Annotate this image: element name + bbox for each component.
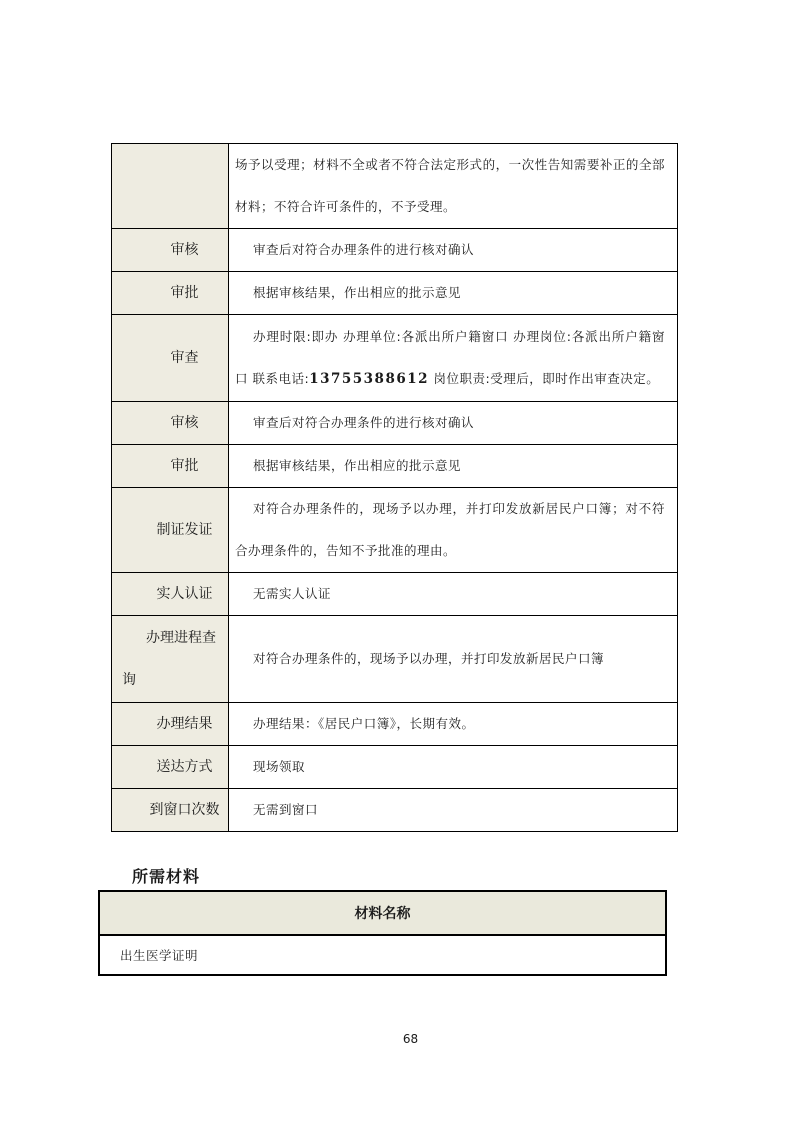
- table-row: [112, 746, 678, 789]
- step-label-cell: 审核: [112, 229, 229, 272]
- step-label-cell: [112, 144, 229, 229]
- material-name-cell: 出生医学证明: [99, 935, 666, 975]
- table-row: [112, 315, 678, 402]
- table-row: [112, 488, 678, 573]
- table-row: [112, 789, 678, 832]
- table-row: [99, 935, 666, 975]
- step-label-cell: [112, 616, 229, 703]
- table-row: [112, 144, 678, 229]
- table-row: [112, 402, 678, 445]
- step-content-cell: [229, 789, 678, 832]
- materials-section-heading: 所需材料: [132, 867, 201, 886]
- step-content-text: 对符合办理条件的，现场予以办理，并打印发放新居民户口簿；对不符合办理条件的，告知不予批准的理由。: [235, 501, 665, 558]
- step-label-cell: 审批: [112, 272, 229, 315]
- page-number: 68: [402, 1032, 419, 1046]
- step-label-cell: 办理结果: [112, 703, 229, 746]
- step-label-cell: 制证发证: [112, 488, 229, 573]
- table-row: [99, 891, 666, 935]
- materials-table: [98, 890, 667, 976]
- step-content-text: 场予以受理；材料不全或者不符合法定形式的，一次性告知需要补正的全部材料；不符合许可条件的，不予受理。: [235, 157, 665, 214]
- step-content-cell: [229, 703, 678, 746]
- step-content-text-pre: 办理时限:即办 办理单位:各派出所户籍窗口 办理岗位:各派出所户籍窗口 联系电话:: [235, 329, 665, 386]
- step-content-cell: [229, 402, 678, 445]
- table-row: [112, 616, 678, 703]
- step-content-text: 审查后对符合办理条件的进行核对确认: [253, 415, 475, 430]
- step-content-cell: [229, 315, 678, 402]
- step-content-text: 办理结果：《居民户口簿》，长期有效。: [253, 716, 475, 731]
- step-label-text: 办理进程查询: [122, 630, 216, 688]
- step-content-text: [235, 316, 665, 400]
- step-content-text-post: 岗位职责:受理后，即时作出审查决定。: [429, 371, 660, 386]
- table-row: [112, 229, 678, 272]
- table-row: [112, 445, 678, 488]
- materials-header-cell: 材料名称: [99, 891, 666, 935]
- step-content-cell: [229, 573, 678, 616]
- step-label-cell: 审核: [112, 402, 229, 445]
- step-label-cell: 到窗口次数: [112, 789, 229, 832]
- step-content-text: 无需实人认证: [253, 586, 332, 601]
- step-content-text: 对符合办理条件的，现场予以办理，并打印发放新居民户口簿: [253, 651, 605, 666]
- step-content-text: 根据审核结果，作出相应的批示意见: [253, 458, 462, 473]
- step-content-cell: [229, 445, 678, 488]
- step-content-cell: [229, 746, 678, 789]
- table-row: [112, 272, 678, 315]
- process-table: [111, 143, 678, 832]
- step-label-cell: 审查: [112, 315, 229, 402]
- step-content-text: 根据审核结果，作出相应的批示意见: [253, 285, 462, 300]
- step-content-text: 现场领取: [253, 759, 306, 774]
- step-content-cell: [229, 272, 678, 315]
- step-label-cell: 审批: [112, 445, 229, 488]
- step-label-cell: 实人认证: [112, 573, 229, 616]
- step-content-cell: [229, 488, 678, 573]
- step-content-text: 无需到窗口: [253, 802, 319, 817]
- step-content-text: 审查后对符合办理条件的进行核对确认: [253, 242, 475, 257]
- step-content-cell: [229, 229, 678, 272]
- step-content-cell: [229, 144, 678, 229]
- step-content-cell: [229, 616, 678, 703]
- table-row: [112, 573, 678, 616]
- step-label-cell: 送达方式: [112, 746, 229, 789]
- table-row: [112, 703, 678, 746]
- phone-number: 13755388612: [309, 371, 430, 387]
